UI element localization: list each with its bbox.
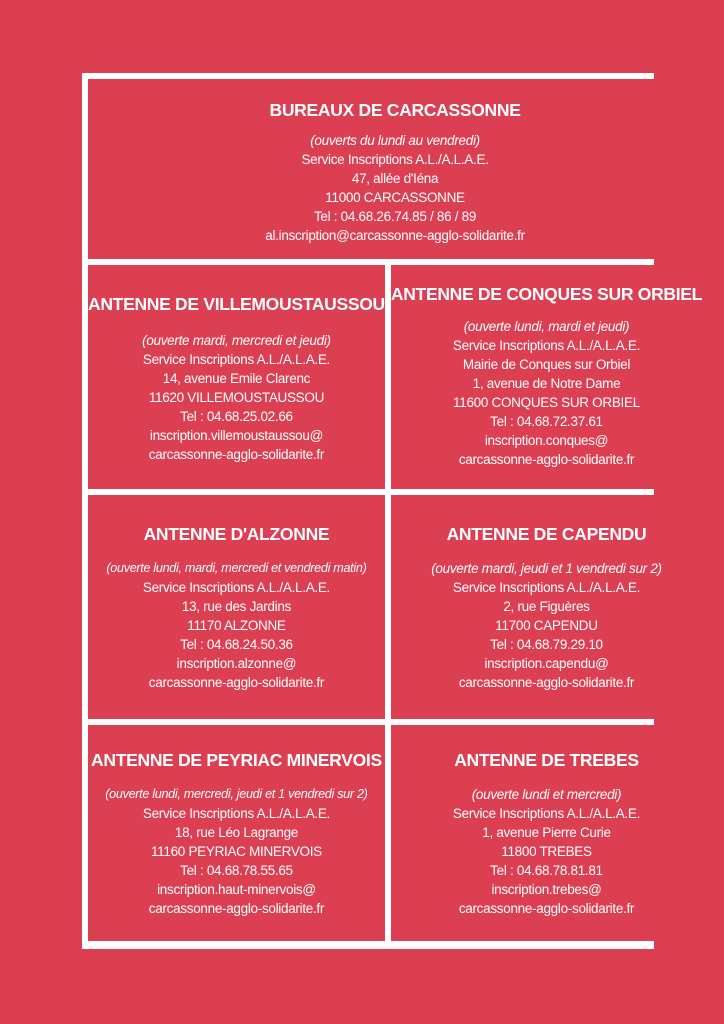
office-email[interactable]: inscription.villemoustaussou@: [149, 428, 323, 443]
office-title: ANTENNE DE VILLEMOUSTAUSSOU: [88, 294, 385, 314]
office-city: 11000 CARCASSONNE: [325, 190, 465, 205]
office-title: BUREAUX DE CARCASSONNE: [269, 100, 521, 120]
office-email-domain[interactable]: carcassonne-agglo-solidarite.fr: [458, 452, 635, 467]
office-title: ANTENNE D'ALZONNE: [143, 524, 330, 544]
office-peyriac: [88, 725, 385, 941]
office-phone: Tel : 04.68.24.50.36: [180, 637, 293, 652]
office-hours: (ouverte mardi, jeudi et 1 vendredi sur 2): [431, 561, 662, 576]
office-mairie: Mairie de Conques sur Orbiel: [462, 357, 631, 372]
office-street: 14, avenue Emile Clarenc: [162, 371, 311, 386]
office-title: ANTENNE DE TREBES: [454, 750, 639, 770]
office-city: 11600 CONQUES SUR ORBIEL: [453, 395, 640, 410]
office-title: ANTENNE DE PEYRIAC MINERVOIS: [91, 750, 382, 770]
office-conques: [391, 265, 702, 489]
office-street: 13, rue des Jardins: [181, 599, 291, 614]
office-service: Service Inscriptions A.L./A.L.A.E.: [142, 352, 330, 367]
office-service: Service Inscriptions A.L./A.L.A.E.: [452, 806, 641, 821]
office-city: 11160 PEYRIAC MINERVOIS: [150, 844, 322, 859]
office-hours: (ouverte mardi, mercredi et jeudi): [142, 333, 331, 348]
office-email-domain[interactable]: carcassonne-agglo-solidarite.fr: [458, 901, 635, 916]
office-hours: (ouverte lundi, mardi, mercredi et vendredi matin): [106, 561, 367, 575]
office-service: Service Inscriptions A.L./A.L.A.E.: [452, 580, 641, 595]
office-street: 47, allée d'Iéna: [351, 171, 439, 186]
office-phone: Tel : 04.68.79.29.10: [490, 637, 603, 652]
office-email[interactable]: inscription.conques@: [484, 433, 609, 448]
office-hours: (ouverte lundi, mardi et jeudi): [463, 319, 630, 334]
office-alzonne: [88, 495, 385, 719]
office-phone: Tel : 04.68.78.55.65: [180, 863, 293, 878]
office-street: 2, rue Figuères: [503, 599, 590, 614]
office-city: 11620 VILLEMOUSTAUSSOU: [148, 390, 325, 405]
office-service: Service Inscriptions A.L./A.L.A.E.: [301, 152, 489, 167]
office-phone: Tel : 04.68.26.74.85 / 86 / 89: [313, 209, 477, 224]
office-email-domain[interactable]: carcassonne-agglo-solidarite.fr: [148, 675, 325, 690]
office-city: 11700 CAPENDU: [495, 618, 598, 633]
office-email-domain[interactable]: carcassonne-agglo-solidarite.fr: [458, 675, 635, 690]
office-title: ANTENNE DE CAPENDU: [446, 524, 647, 544]
office-email[interactable]: inscription.haut-minervois@: [157, 882, 316, 897]
office-city: 11170 ALZONNE: [187, 618, 286, 633]
office-email-domain[interactable]: carcassonne-agglo-solidarite.fr: [148, 447, 325, 462]
office-email-domain[interactable]: carcassonne-agglo-solidarite.fr: [148, 901, 325, 916]
office-email[interactable]: al.inscription@carcassonne-agglo-solidarite.fr: [265, 228, 525, 243]
office-street: 1, avenue de Notre Dame: [472, 376, 621, 391]
office-email[interactable]: inscription.capendu@: [484, 656, 609, 671]
office-street: 1, avenue Pierre Curie: [482, 825, 611, 840]
office-service: Service Inscriptions A.L./A.L.A.E.: [142, 580, 330, 595]
office-capendu: [391, 495, 702, 719]
office-hours: (ouverte lundi, mercredi, jeudi et 1 vendredi sur 2): [105, 787, 368, 801]
office-city: 11800 TREBES: [501, 844, 592, 859]
office-title: ANTENNE DE CONQUES SUR ORBIEL: [390, 284, 703, 304]
office-email[interactable]: inscription.trebes@: [491, 882, 602, 897]
office-hours: (ouverts du lundi au vendredi): [310, 133, 480, 148]
office-service: Service Inscriptions A.L./A.L.A.E.: [452, 338, 641, 353]
office-street: 18, rue Léo Lagrange: [174, 825, 298, 840]
office-carcassonne: [88, 79, 702, 259]
office-phone: Tel : 04.68.72.37.61: [490, 414, 603, 429]
office-service: Service Inscriptions A.L./A.L.A.E.: [142, 806, 330, 821]
office-trebes: [391, 725, 702, 941]
office-villemoustaussou: [88, 265, 385, 489]
office-phone: Tel : 04.68.25.02.66: [180, 409, 293, 424]
office-phone: Tel : 04.68.78.81.81: [490, 863, 603, 878]
office-hours: (ouverte lundi et mercredi): [471, 787, 622, 802]
offices-grid: [82, 73, 703, 949]
office-email[interactable]: inscription.alzonne@: [176, 656, 297, 671]
